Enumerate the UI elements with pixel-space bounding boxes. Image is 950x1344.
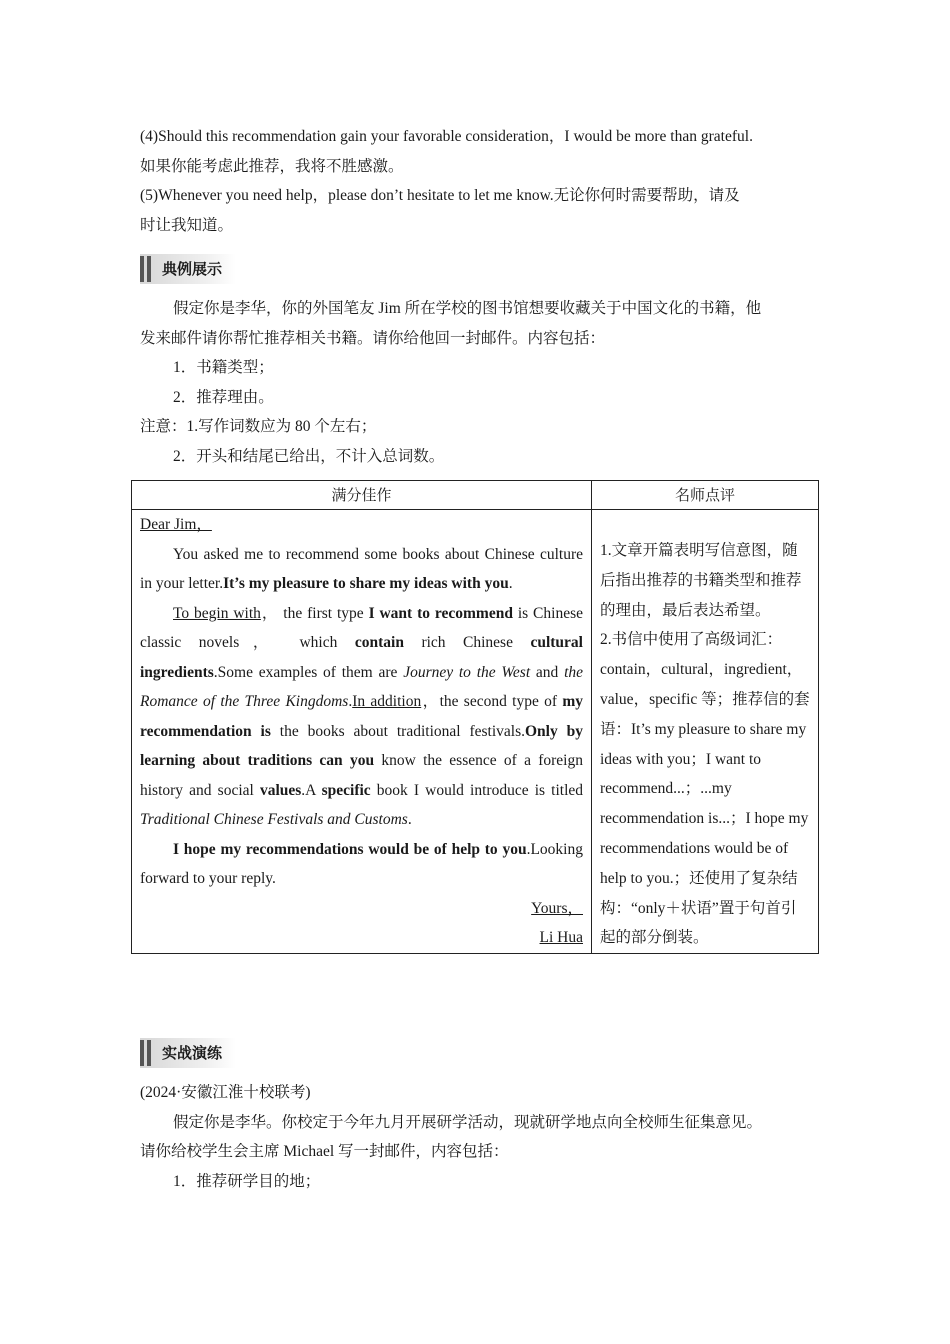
exercise-paragraph: 请你给校学生会主席 Michael 写一封邮件，内容包括： xyxy=(140,1143,509,1160)
essay-signature: Li Hua xyxy=(539,929,583,946)
essay-closing: Yours， xyxy=(531,899,583,917)
task-paragraph: 假定你是李华，你的外国笔友 Jim 所在学校的图书馆想要收藏关于中国文化的书籍，他 xyxy=(173,300,762,317)
task-note: 2．开头和结尾已给出，不计入总词数。 xyxy=(173,447,445,465)
section-heading-practice xyxy=(140,1038,236,1068)
comment-point-1: 1.文章开篇表明写信意图，随后指出推荐的书籍类型和推荐的理由，最后表达希望。 xyxy=(600,542,802,619)
task-note: 注意：1.写作词数应为 80 个左右； xyxy=(140,418,377,435)
header-teacher-comment: 名师点评 xyxy=(592,481,819,510)
essay-paragraph-3: I hope my recommendations would be of help to you.Looking forward to your reply. xyxy=(140,840,583,887)
exercise-item: 1．推荐研学目的地； xyxy=(173,1172,321,1190)
practice-section xyxy=(140,1038,820,1196)
exercise-paragraph: 假定你是李华。你校定于今年九月开展研学活动，现就研学地点向全校师生征集意见。 xyxy=(173,1113,763,1131)
intro-line: 时让我知道。 xyxy=(140,216,234,234)
comment-cell xyxy=(592,510,819,954)
essay-paragraph-2: To begin with， the first type I want to recommend is Chinese classic novels， which contain rich Chinese cultural ingredients.Some examples of them are Journey to the West and the Romance of the Three Kingdoms.In addition，the second type of my recommendation is the books about traditional festivals.Only by learning about traditions can you know the essence of a foreign history and social values.A specific book I would introduce is titled Traditional Chinese Festivals and Customs. xyxy=(140,604,584,828)
heading-bar-icon xyxy=(140,256,144,282)
essay-greeting: Dear Jim， xyxy=(140,516,212,533)
essay-paragraph-1: You asked me to recommend some books about Chinese culture in your letter.It’s my pleasure to share my ideas with you. xyxy=(140,545,583,592)
header-sample-essay: 满分佳作 xyxy=(132,481,592,510)
task-item: 1．书籍类型； xyxy=(173,359,274,376)
intro-line: (5)Whenever you need help，please don’t hesitate to let me know.无论你何时需要帮助，请及 xyxy=(140,187,740,204)
heading-bar-icon xyxy=(140,1040,144,1066)
exercise-source: (2024·安徽江淮十校联考) xyxy=(140,1084,311,1101)
section-title: 典例展示 xyxy=(162,260,223,278)
sample-essay-table xyxy=(131,480,819,954)
essay-cell xyxy=(132,510,592,954)
intro-line: 如果你能考虑此推荐，我将不胜感激。 xyxy=(140,157,404,175)
section-title: 实战演练 xyxy=(162,1044,223,1062)
heading-bar-icon xyxy=(147,256,151,282)
task-item: 2．推荐理由。 xyxy=(173,388,274,406)
document-body xyxy=(140,122,820,471)
heading-bar-icon xyxy=(147,1040,151,1066)
task-paragraph: 发来邮件请你帮忙推荐相关书籍。请你给他回一封邮件。内容包括： xyxy=(140,329,606,347)
comment-point-2: 2.书信中使用了高级词汇：contain，cultural，ingredient，value，specific 等；推荐信的套语：It’s my pleasure to share my ideas with you；I want to recommend...；...my recommendation is...；I hope my recommendations would be of help to you.；还使用了复杂结构：“only＋状语”置于句首引起的部分倒装。 xyxy=(600,631,810,947)
intro-line: (4)Should this recommendation gain your favorable consideration，I would be more than grateful. xyxy=(140,128,753,145)
section-heading-example xyxy=(140,254,236,284)
